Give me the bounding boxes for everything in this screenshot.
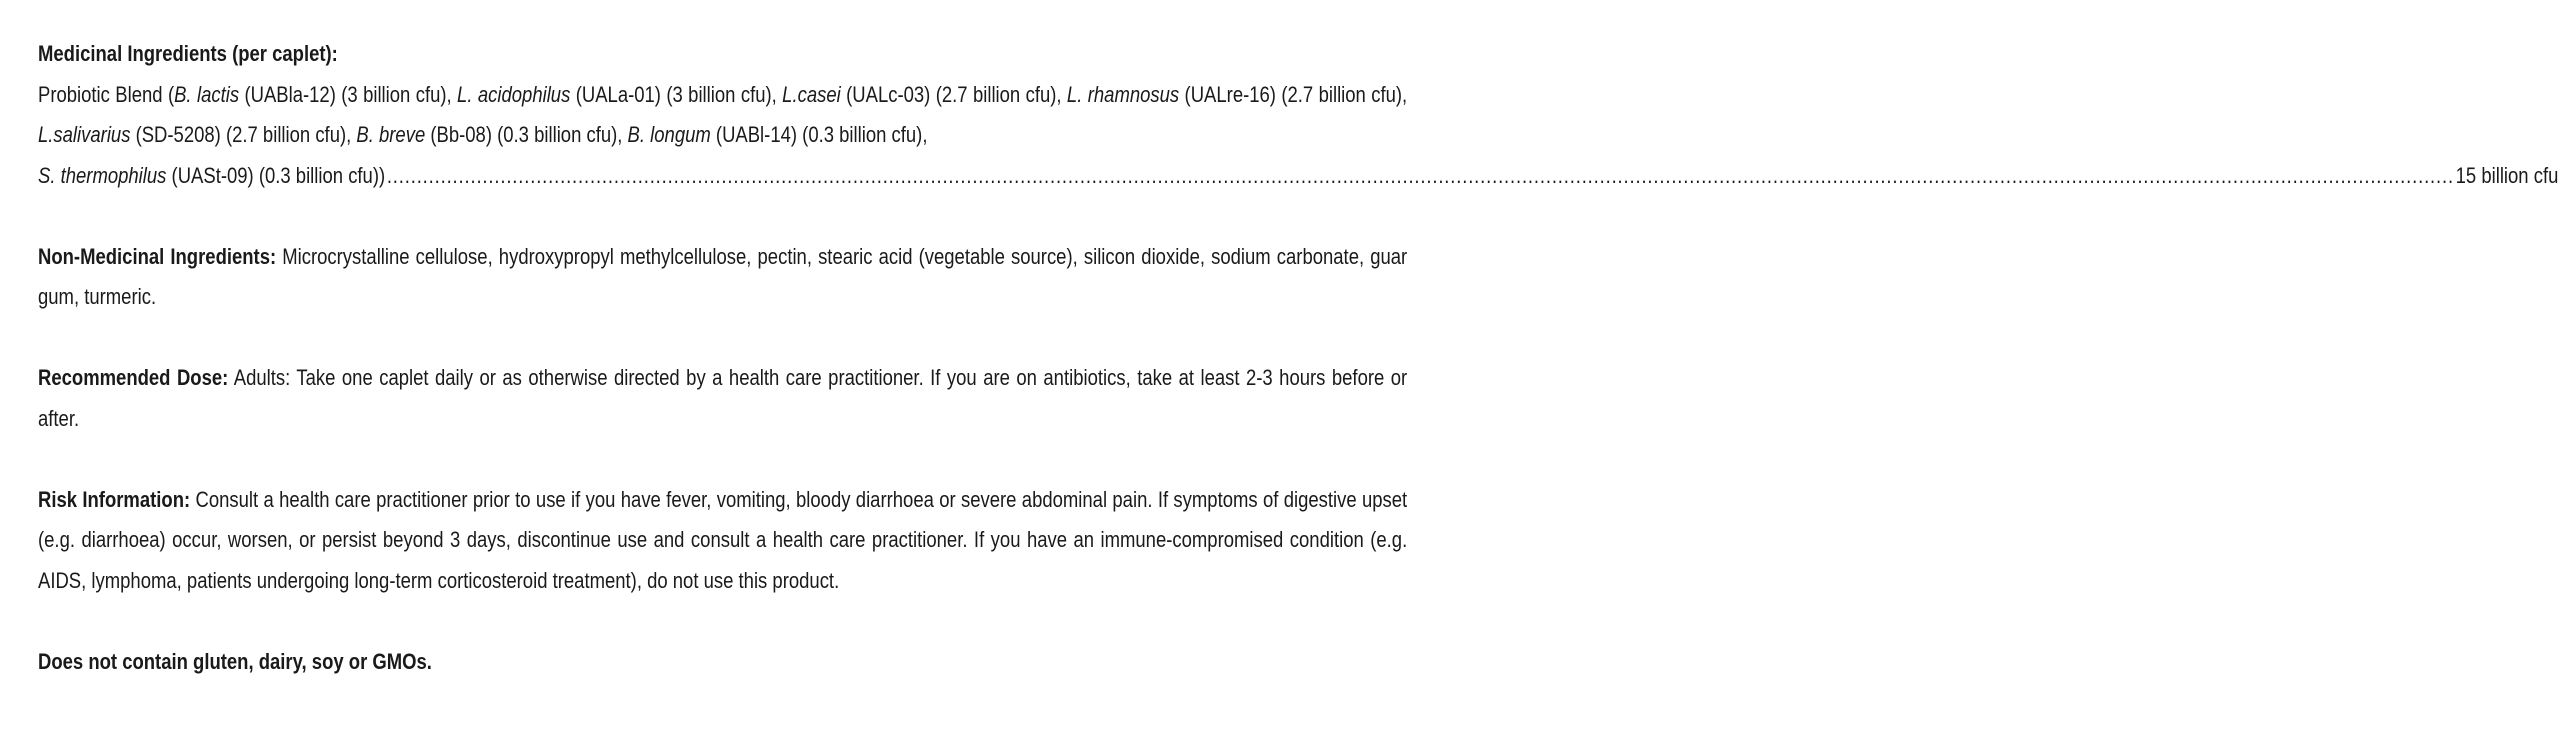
strain-detail: (UABl-14) (0.3 billion cfu), <box>710 122 928 147</box>
risk-information-section <box>38 480 1407 602</box>
recommended-dose-heading: Recommended Dose: <box>38 365 229 390</box>
dot-leader: .......................................................................................................................................................................................................................................................................................................................................................... <box>386 162 2454 188</box>
strain-detail: (UASt-09) (0.3 billion cfu)) <box>166 162 386 188</box>
blend-prefix: Probiotic Blend ( <box>38 81 175 107</box>
product-label <box>38 34 2558 682</box>
allergen-note: Does not contain gluten, dairy, soy or GMOs. <box>38 648 432 674</box>
last-strain <box>38 156 385 197</box>
non-medicinal-ingredients-heading: Non-Medicinal Ingredients: <box>38 243 277 269</box>
strain-name: B. breve <box>356 122 426 147</box>
strain-name: L.salivarius <box>38 122 131 147</box>
strain-detail: (UABla-12) (3 billion cfu), <box>239 81 458 107</box>
strain-detail: (UALre-16) (2.7 billion cfu), <box>1179 81 1408 107</box>
strain-detail: (Bb-08) (0.3 billion cfu), <box>425 122 628 147</box>
strain-name: S. thermophilus <box>38 162 167 188</box>
medicinal-ingredients-section <box>38 34 2558 196</box>
medicinal-ingredients-heading: Medicinal Ingredients (per caplet): <box>38 41 338 66</box>
total-cfu: 15 billion cfu <box>2455 162 2558 188</box>
strain-name: B. lactis <box>174 81 240 107</box>
strain-name: L. acidophilus <box>457 81 571 107</box>
strain-detail: (UALa-01) (3 billion cfu), <box>570 81 783 107</box>
non-medicinal-ingredients-section <box>38 237 1407 318</box>
risk-information-text: Consult a health care practitioner prior to use if you have fever, vomiting, bloody diarrhoea or severe abdominal pain. If symptoms of digestive upset (e.g. diarrhoea) occur, worsen, or persist beyond 3 days, discontinue use and consult a health care practitioner. If you have an immune-compromised condition (e.g. AIDS, lymphoma, patients undergoing long-term corticosteroid treatment), do not use this product. <box>38 486 1408 593</box>
strain-name: B. longum <box>627 122 711 147</box>
recommended-dose-text: Adults: Take one caplet daily or as otherwise directed by a health care practitioner. If you are on antibiotics, take at least 2-3 hours before or after. <box>38 365 1408 431</box>
strain-detail: (UALc-03) (2.7 billion cfu), <box>840 81 1067 107</box>
risk-information-heading: Risk Information: <box>38 486 191 512</box>
total-dose-line <box>38 156 2558 197</box>
recommended-dose-section <box>38 358 1407 439</box>
strain-name: L. rhamnosus <box>1066 81 1180 107</box>
strain-detail: (SD-5208) (2.7 billion cfu), <box>130 122 357 147</box>
non-medicinal-ingredients-text: Microcrystalline cellulose, hydroxypropyl methylcellulose, pectin, stearic acid (vegetable source), silicon dioxide, sodium carbonate, guar gum, turmeric. <box>38 243 1408 309</box>
strain-name: L.casei <box>782 81 841 107</box>
